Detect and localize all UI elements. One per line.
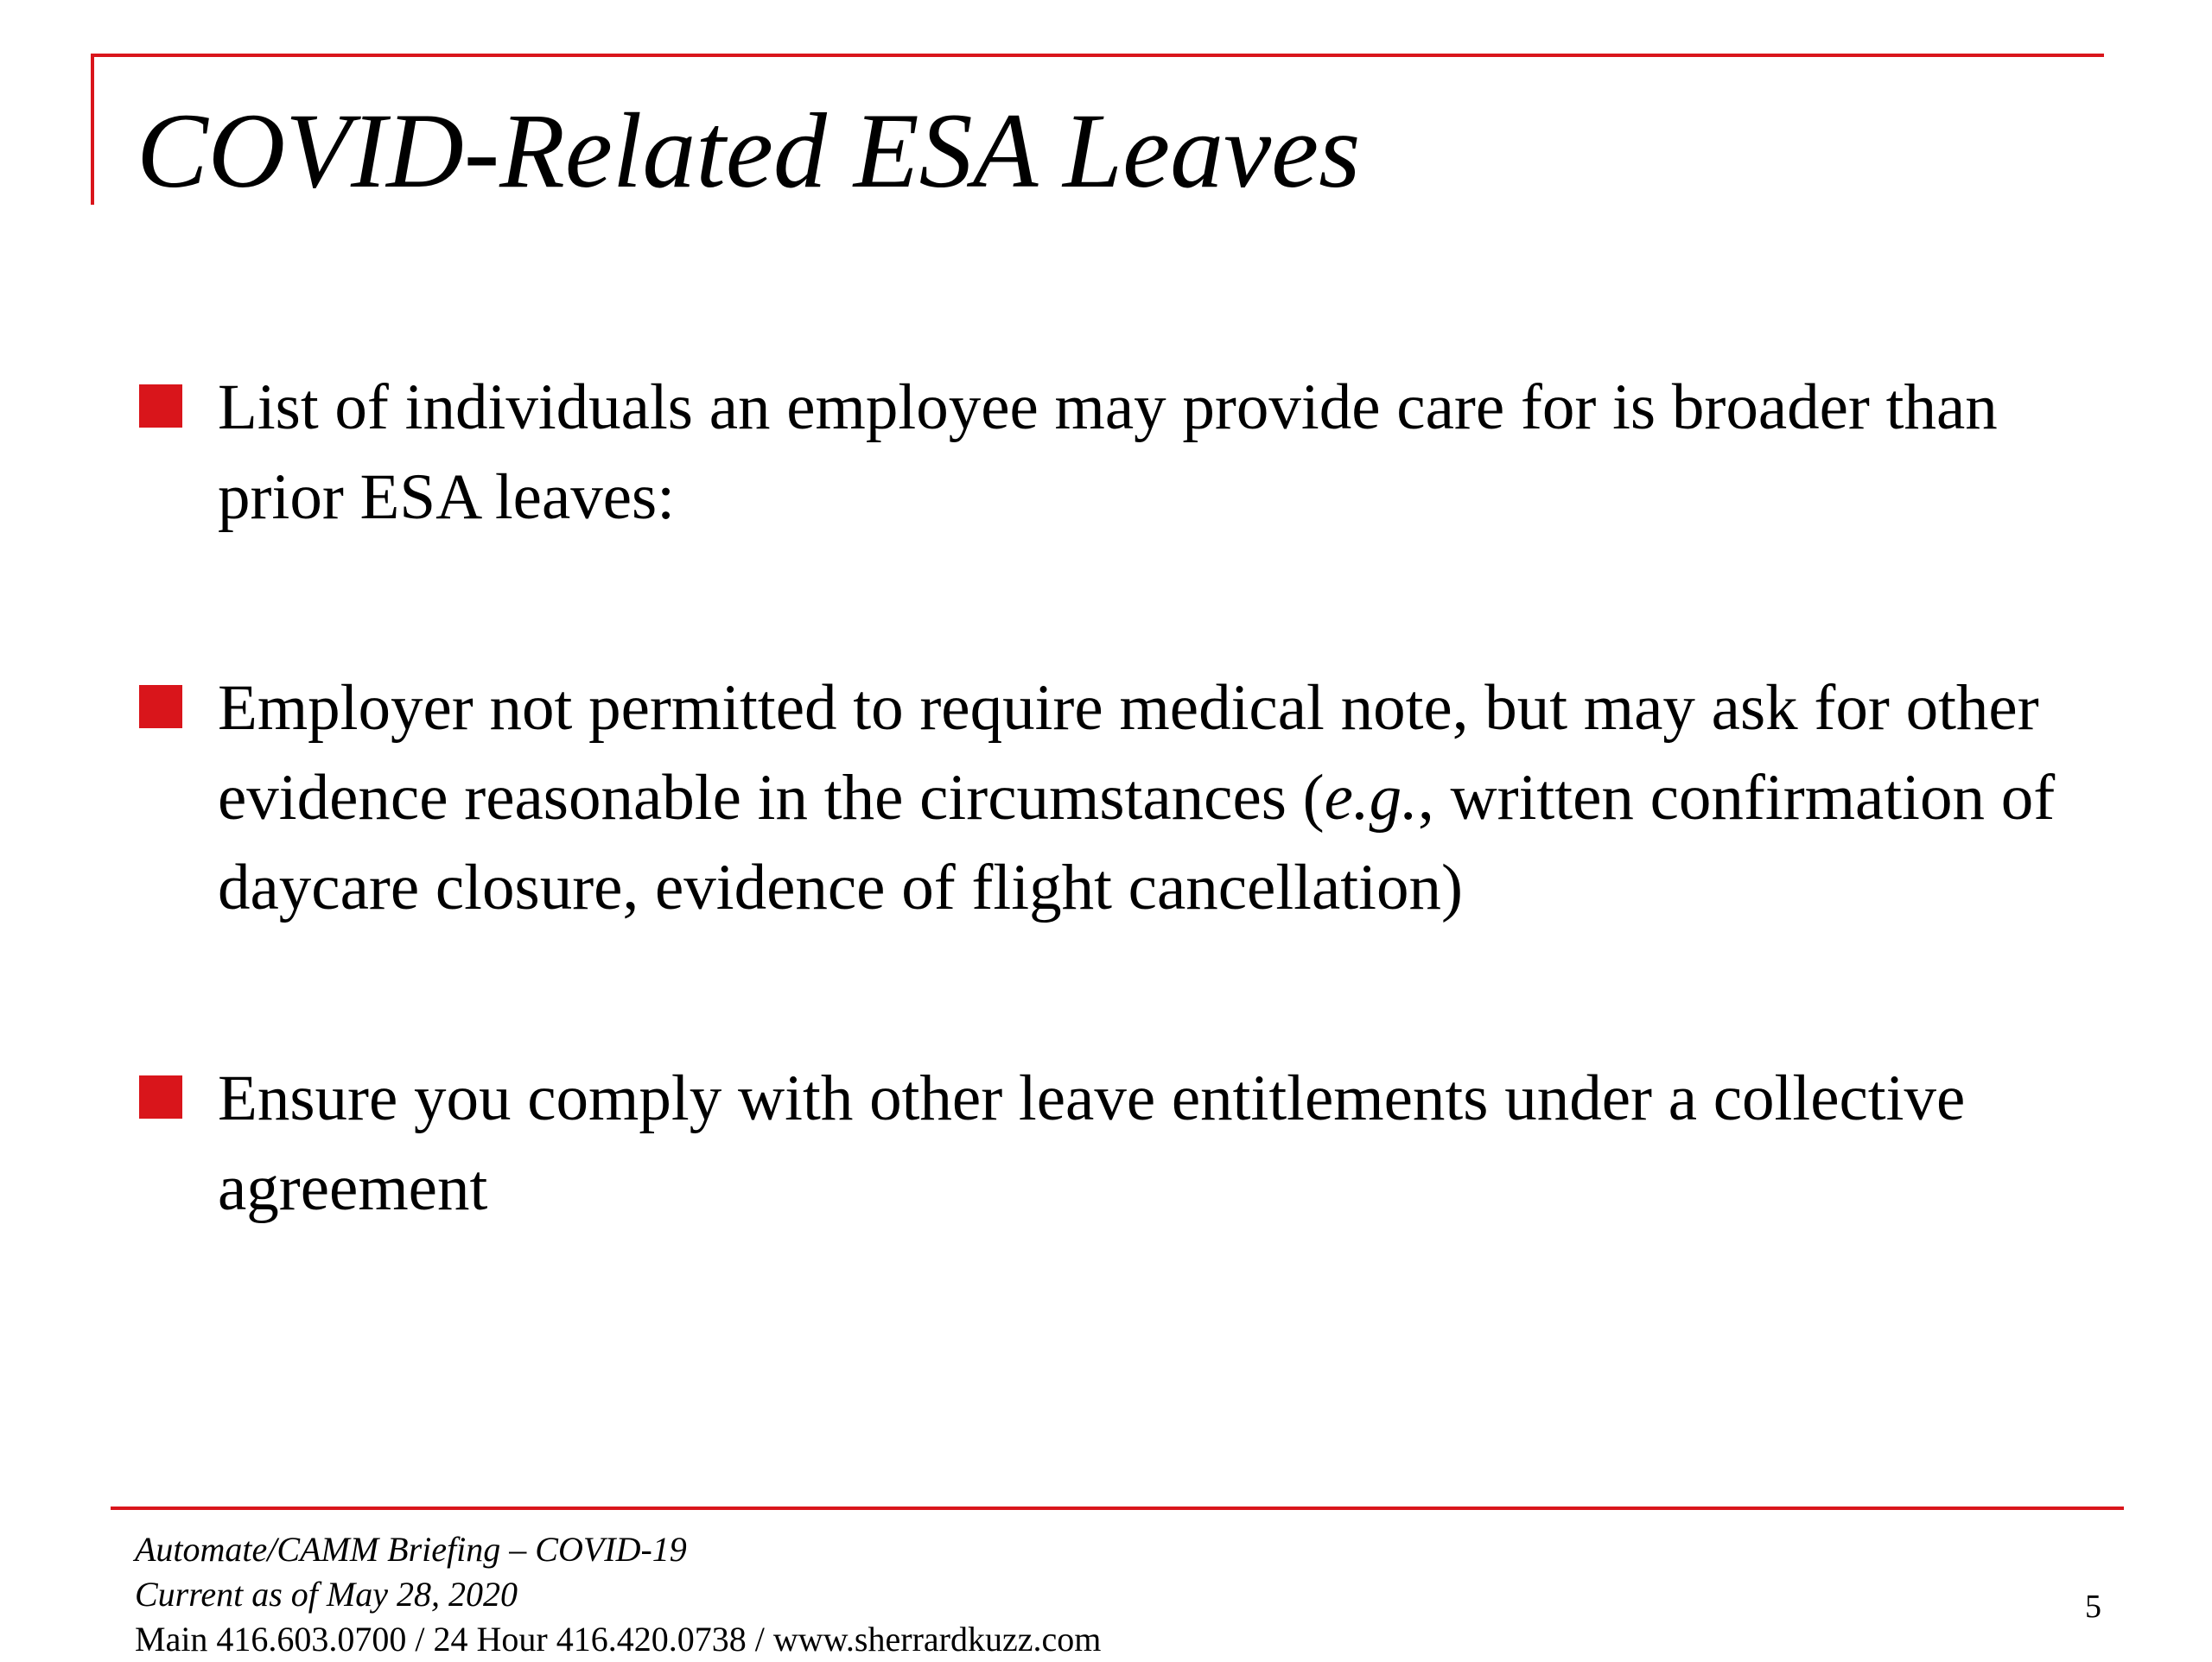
title-left-rule	[91, 54, 94, 205]
square-bullet-icon	[139, 685, 182, 728]
bullet-text: List of individuals an employee may provide care for is broader than prior ESA leaves:	[218, 371, 1998, 533]
slide-title: COVID-Related ESA Leaves	[137, 92, 1361, 210]
footer-date: Current as of May 28, 2020	[135, 1575, 518, 1614]
bullet-item-collective-agreement	[138, 1054, 2074, 1234]
bullet-text: Ensure you comply with other leave entitlements under a collective agreement	[218, 1063, 1966, 1224]
bullet-item-care-list	[138, 363, 2074, 542]
bullet-item-medical-note	[138, 663, 2074, 933]
bullet-list	[138, 363, 2074, 1234]
page-number: 5	[2085, 1589, 2101, 1625]
footer-briefing-title: Automate/CAMM Briefing – COVID-19	[135, 1530, 687, 1569]
bullet-text-part: Employer not permitted to require medical note, but may ask for other evidence reasonable in the circumstances (	[218, 672, 2039, 834]
square-bullet-icon	[139, 1075, 182, 1119]
title-top-rule	[91, 54, 2104, 57]
bullet-text-part: , written confirmation of daycare closure, evidence of flight cancellation)	[218, 762, 2056, 923]
bullet-text	[218, 663, 2074, 933]
bullet-text-italic: e.g.	[1324, 762, 1418, 834]
square-bullet-icon	[139, 384, 182, 428]
footer	[135, 1527, 1101, 1662]
footer-contact: Main 416.603.0700 / 24 Hour 416.420.0738 / www.sherrardkuzz.com	[135, 1620, 1102, 1659]
footer-rule	[111, 1507, 2124, 1510]
